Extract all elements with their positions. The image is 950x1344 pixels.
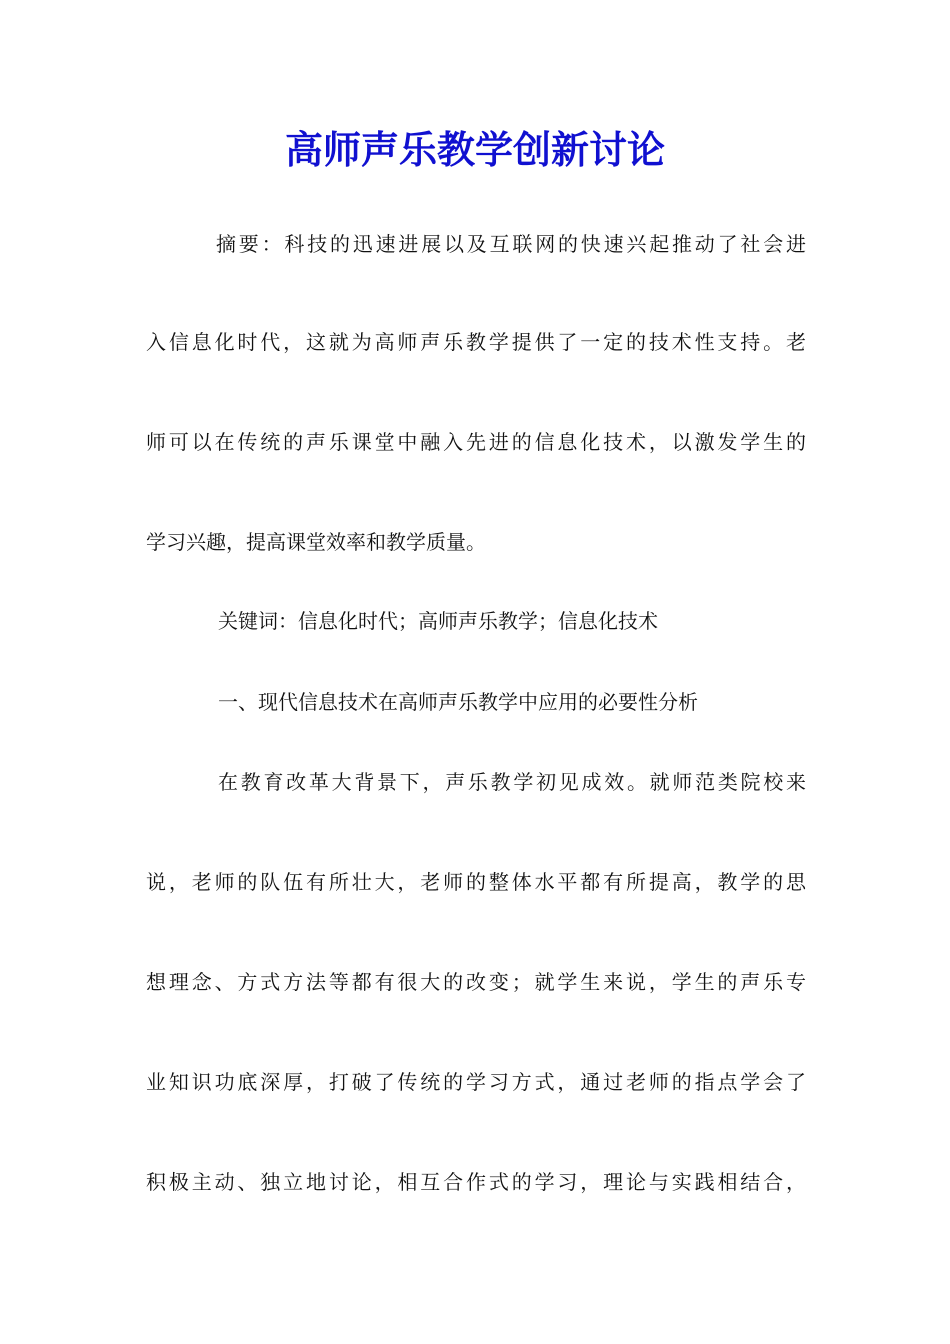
section-heading: 一、现代信息技术在高师声乐教学中应用的必要性分析 bbox=[218, 690, 698, 714]
document-title: 高师声乐教学创新讨论 bbox=[284, 127, 665, 172]
body-line-5: 积极主动、独立地讨论，相互合作式的学习，理论与实践相结合， bbox=[146, 1170, 806, 1194]
abstract-line-4: 学习兴趣，提高课堂效率和教学质量。 bbox=[146, 530, 486, 554]
abstract-line-2: 入信息化时代，这就为高师声乐教学提供了一定的技术性支持。老 bbox=[146, 330, 806, 354]
abstract-line-3: 师可以在传统的声乐课堂中融入先进的信息化技术，以激发学生的 bbox=[146, 430, 806, 454]
body-line-4: 业知识功底深厚，打破了传统的学习方式，通过老师的指点学会了 bbox=[146, 1070, 806, 1094]
body-line-1: 在教育改革大背景下，声乐教学初见成效。就师范类院校来 bbox=[218, 770, 806, 794]
body-line-3: 想理念、方式方法等都有很大的改变；就学生来说，学生的声乐专 bbox=[146, 970, 806, 994]
body-line-2: 说，老师的队伍有所壮大，老师的整体水平都有所提高，教学的思 bbox=[146, 870, 806, 894]
abstract-line-1: 摘要：科技的迅速进展以及互联网的快速兴起推动了社会进 bbox=[216, 232, 806, 256]
keywords-line: 关键词：信息化时代；高师声乐教学；信息化技术 bbox=[218, 609, 658, 633]
